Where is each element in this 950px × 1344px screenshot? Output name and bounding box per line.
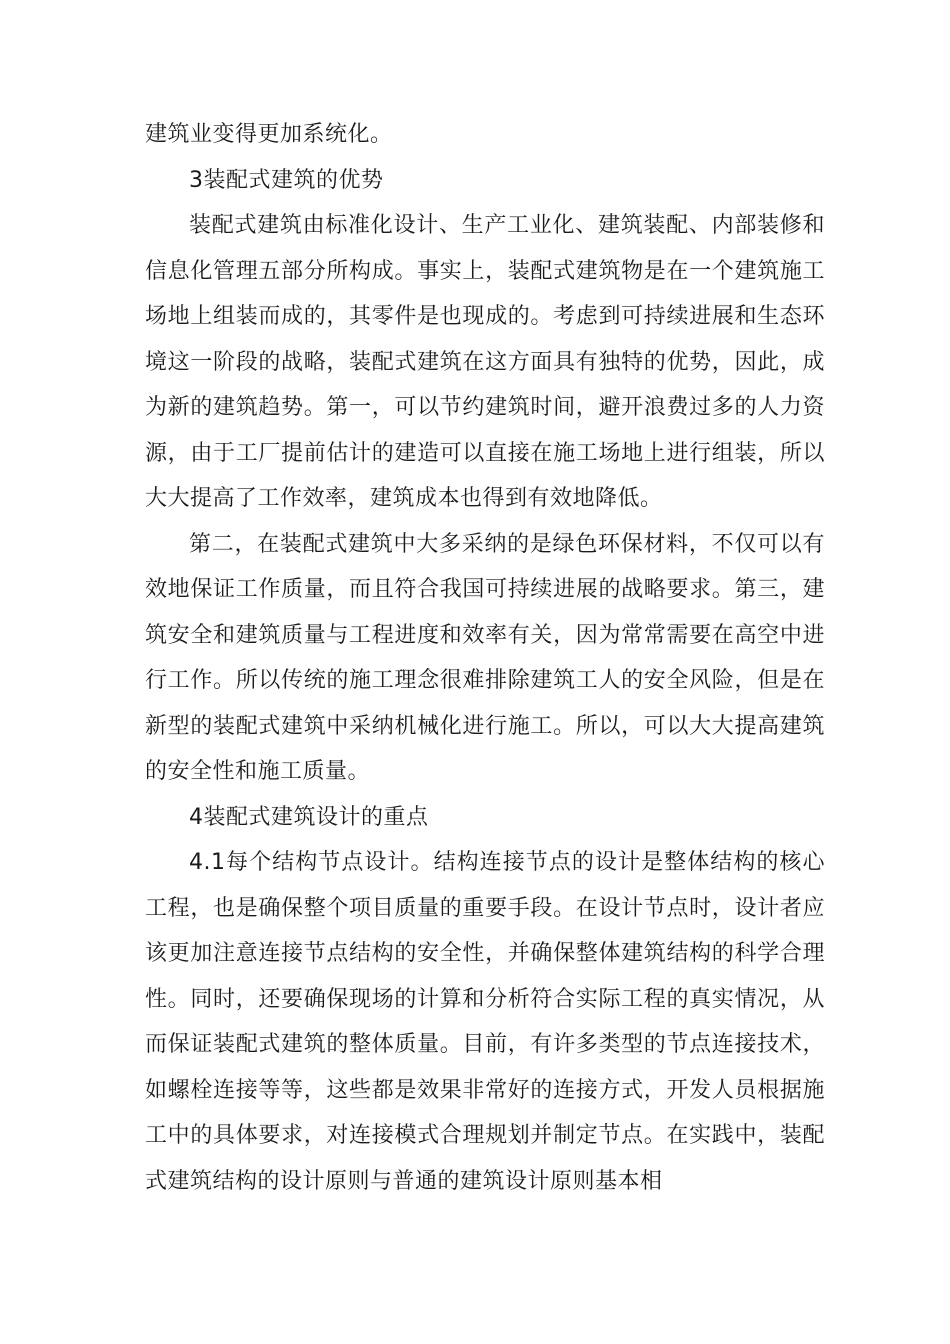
paragraph-continuation: 建筑业变得更加系统化。	[145, 122, 393, 147]
section-heading-4: 4装配式建筑设计的重点	[189, 804, 429, 830]
paragraph-node-design: 4.1每个结构节点设计。结构连接节点的设计是整体结构的核心工程，也是确保整个项目质量的重要手段。在设计节点时，设计者应该更加注意连接节点结构的安全性，并确保整体建筑结构的科学合理性。同时，还要确保现场的计算和分析符合实际工程的真实情况，从而保证装配式建筑的整体质量。目前，有许多类型的节点连接技术，如螺栓连接等等，这些都是效果非常好的连接方式，开发人员根据施工中的具体要求，对连接模式合理规划并制定节点。在实践中，装配式建筑结构的设计原则与普通的建筑设计原则基本相	[145, 850, 825, 1194]
paragraph-second-third: 第二，在装配式建筑中大多采纳的是绿色环保材料，不仅可以有效地保证工作质量，而且符合我国可持续进展的战略要求。第三，建筑安全和建筑质量与工程进度和效率有关，因为常常需要在高空中进行工作。所以传统的施工理念很难排除建筑工人的安全风险，但是在新型的装配式建筑中采纳机械化进行施工。所以，可以大大提高建筑的安全性和施工质量。	[145, 531, 825, 784]
paragraph-advantages: 装配式建筑由标准化设计、生产工业化、建筑装配、内部装修和信息化管理五部分所构成。事实上，装配式建筑物是在一个建筑施工场地上组装而成的，其零件是也现成的。考虑到可持续进展和生态环境这一阶段的战略，装配式建筑在这方面具有独特的优势，因此，成为新的建筑趋势。第一，可以节约建筑时间，避开浪费过多的人力资源，由于工厂提前估计的建造可以直接在施工场地上进行组装，所以大大提高了工作效率，建筑成本也得到有效地降低。	[145, 213, 825, 511]
document-body	[145, 112, 825, 1204]
section-heading-3: 3装配式建筑的优势	[189, 167, 384, 193]
